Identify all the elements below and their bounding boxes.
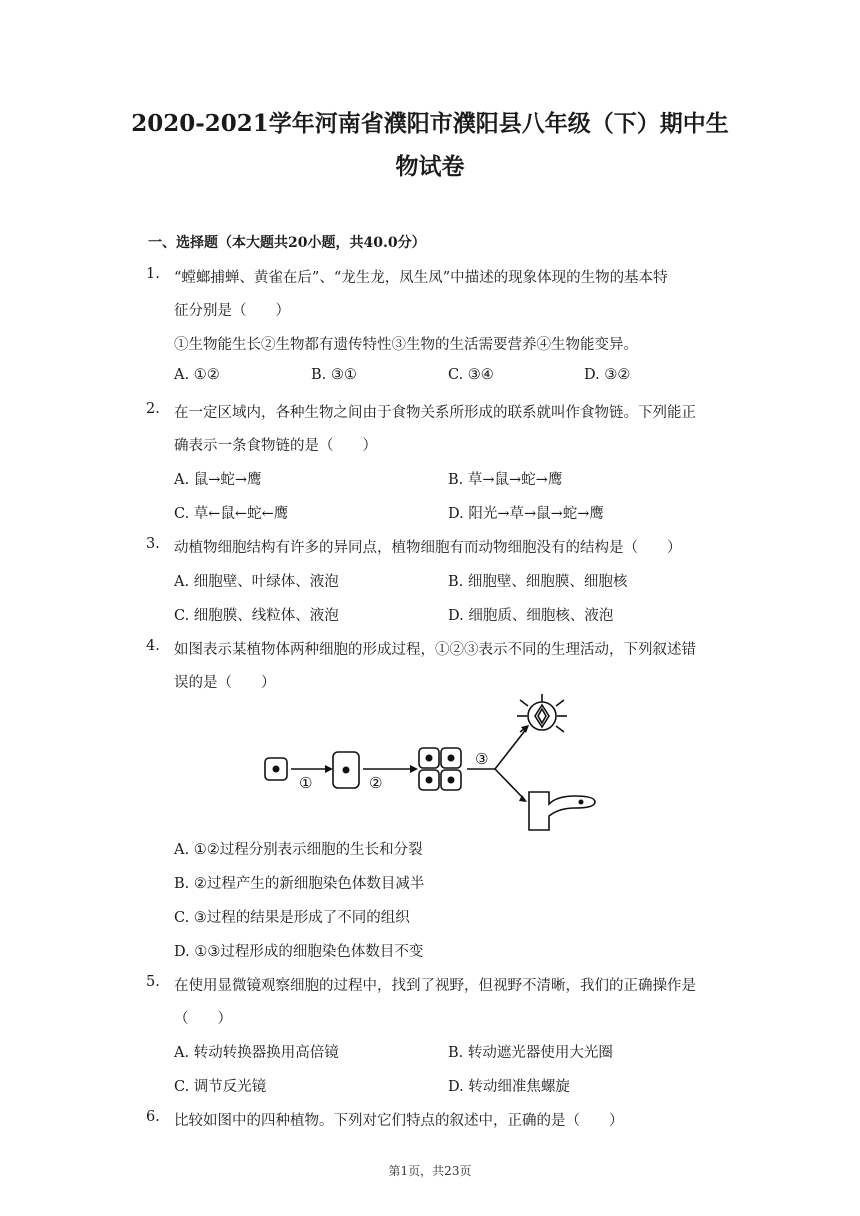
option-b: B. 转动遮光器使用大光圈 — [448, 1045, 613, 1061]
question-text: ①生物能生长②生物都有遗传特性③生物的生活需要营养④生物能变异。 — [174, 337, 638, 353]
question-text: 动植物细胞结构有许多的异同点，植物细胞有而动物细胞没有的结构是（ ） — [174, 540, 682, 556]
question-text: 确表示一条食物链的是（ ） — [174, 438, 377, 454]
question-text: 在使用显微镜观察细胞的过程中，找到了视野，但视野不清晰，我们的正确操作是 — [174, 978, 696, 994]
option-a: A. ①②过程分别表示细胞的生长和分裂 — [174, 842, 423, 858]
question-number: 5. — [146, 974, 160, 990]
question-text: 比较如图中的四种植物。下列对它们特点的叙述中，正确的是（ ） — [174, 1113, 624, 1129]
nucleus — [448, 755, 455, 762]
label-1: ① — [299, 774, 313, 792]
question-text: （ ） — [174, 1011, 232, 1027]
option-c: C. ③过程的结果是形成了不同的组织 — [174, 910, 410, 926]
arrowhead — [410, 765, 418, 773]
arrowhead — [325, 765, 333, 773]
nucleus — [426, 755, 433, 762]
option-a: A. 转动转换器换用高倍镜 — [174, 1045, 339, 1061]
arrowhead — [521, 725, 529, 733]
option-d: D. 阳光→草→鼠→蛇→鹰 — [448, 506, 604, 522]
option-c: C. 草←鼠←蛇←鹰 — [174, 506, 289, 522]
question-number: 6. — [146, 1109, 160, 1125]
option-d: D. ①③过程形成的细胞染色体数目不变 — [174, 944, 424, 960]
option-d: D. 转动细准焦螺旋 — [448, 1079, 570, 1095]
question-number: 2. — [146, 401, 160, 417]
nucleus — [273, 766, 280, 773]
option-d: D. ③② — [584, 367, 631, 383]
option-b: B. 草→鼠→蛇→鹰 — [448, 472, 563, 488]
question-number: 1. — [146, 266, 160, 282]
question-text: 误的是（ ） — [174, 675, 276, 691]
nucleus — [343, 767, 350, 774]
option-c: C. ③④ — [448, 367, 494, 383]
section-heading: 一、选择题（本大题共20小题，共40.0分） — [148, 235, 426, 251]
question-text: 如图表示某植物体两种细胞的形成过程，①②③表示不同的生理活动，下列叙述错 — [174, 642, 696, 658]
nucleus — [579, 800, 584, 805]
question-number: 4. — [146, 638, 160, 654]
option-a: A. 细胞壁、叶绿体、液泡 — [174, 574, 339, 590]
question-number: 3. — [146, 536, 160, 552]
question-text: 征分别是（ ） — [174, 303, 290, 319]
arrow-3-up — [495, 728, 527, 769]
option-c: C. 细胞膜、线粒体、液泡 — [174, 608, 339, 624]
option-b: B. 细胞壁、细胞膜、细胞核 — [448, 574, 628, 590]
title-line-2: 物试卷 — [395, 153, 465, 180]
page-footer: 第1页，共23页 — [388, 1164, 472, 1178]
nucleus — [426, 777, 433, 784]
differentiated-cell-bottom — [529, 792, 595, 830]
question-text: “螳螂捕蝉、黄雀在后”、“龙生龙，凤生凤”中描述的现象体现的生物的基本特 — [174, 270, 668, 286]
option-a: A. ①② — [174, 367, 220, 383]
option-b: B. ②过程产生的新细胞染色体数目减半 — [174, 876, 425, 892]
title-line-1: 2020-2021学年河南省濮阳市濮阳县八年级（下）期中生 — [131, 110, 729, 137]
label-2: ② — [369, 774, 383, 792]
option-a: A. 鼠→蛇→鹰 — [174, 472, 262, 488]
arrow-3-down — [495, 769, 525, 800]
question-text: 在一定区域内，各种生物之间由于食物关系所形成的联系就叫作食物链。下列能正 — [174, 405, 696, 421]
cell-process-figure — [255, 692, 615, 832]
nucleus — [448, 777, 455, 784]
label-3: ③ — [475, 750, 489, 768]
option-c: C. 调节反光镜 — [174, 1079, 267, 1095]
option-b: B. ③① — [311, 367, 357, 383]
option-d: D. 细胞质、细胞核、液泡 — [448, 608, 614, 624]
cell-core-inner — [538, 709, 546, 723]
